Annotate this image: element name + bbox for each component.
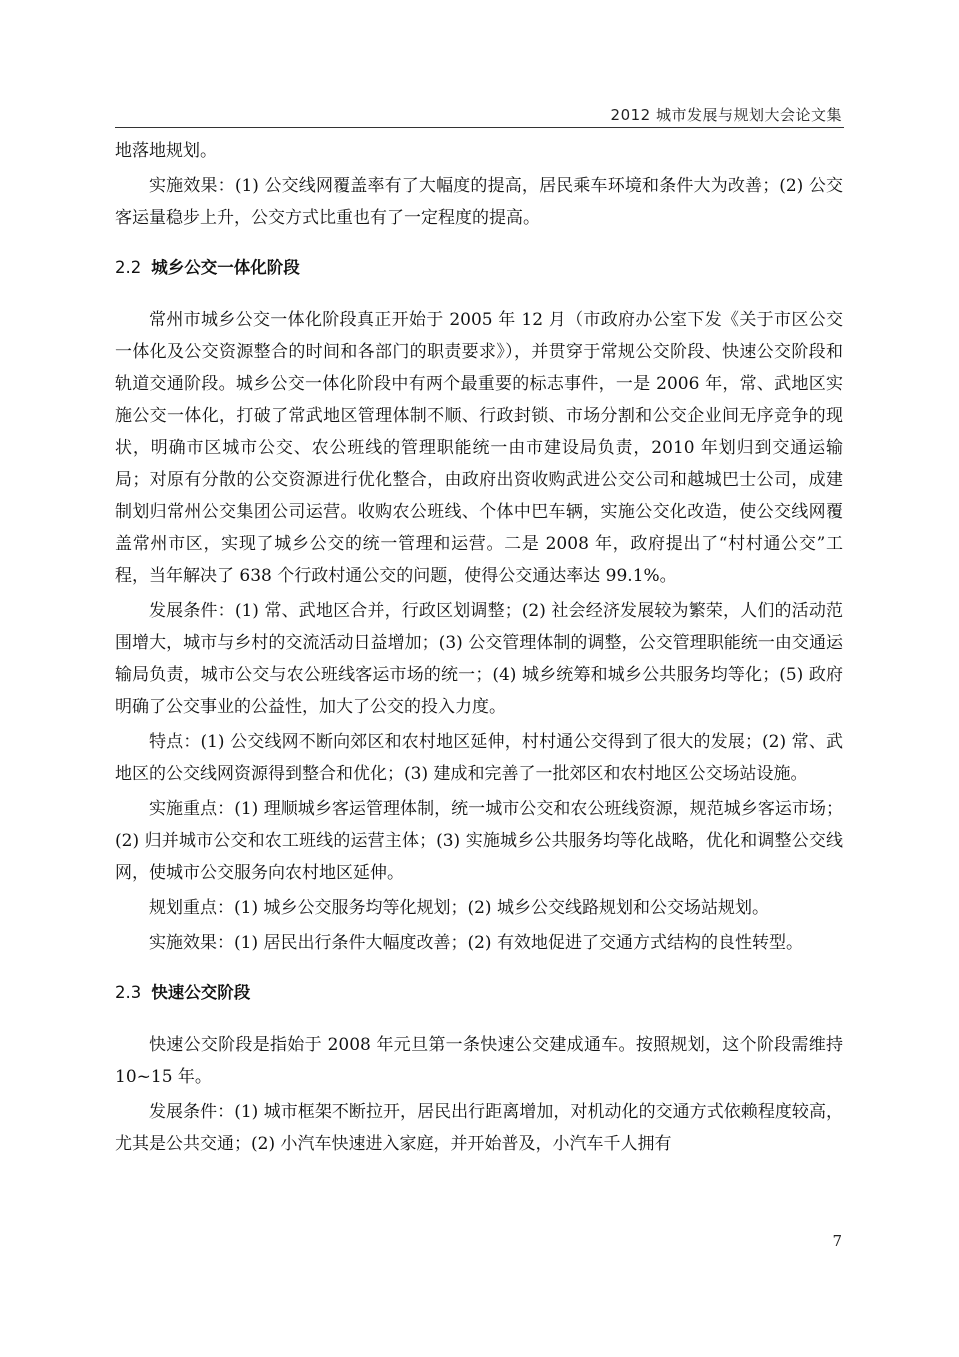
paragraph: 常州市城乡公交一体化阶段真正开始于 2005 年 12 月（市政府办公室下发《关于市区公交一体化及公交资源整合的时间和各部门的职责要求》），并贯穿于常规公交阶段、快速公交阶段和轨道交通阶段。城乡公交一体化阶段中有两个最重要的标志事件，一是 2006 年，常、武地区实施公交一体化，打破了常武地区管理体制不顺、行政封锁、市场分割和公交企业间无序竞争的现状，明确市区城市公交、农公班线的管理职能统一由市建设局负责，2010 年划归到交通运输局；对原有分散的公交资源进行优化整合，由政府出资收购武进公交公司和越城巴士公司，成建制划归常州公交集团公司运营。收购农公班线、个体中巴车辆，实施公交化改造，使公交线网覆盖常州市区，实现了城乡公交的统一管理和运营。二是 2008 年，政府提出了“村村通公交”工程，当年解决了 638 个行政村通公交的问题，使得公交通达率达 99.1%。 bbox=[115, 310, 843, 586]
section-number: 2.3 bbox=[115, 983, 142, 1002]
page-body bbox=[115, 135, 843, 1163]
paragraph: 实施效果：(1) 居民出行条件大幅度改善；(2) 有效地促进了交通方式结构的良性转型。 bbox=[149, 933, 803, 953]
paragraph: 地落地规划。 bbox=[115, 141, 217, 161]
paragraph: 发展条件：(1) 城市框架不断拉开，居民出行距离增加，对机动化的交通方式依赖程度较高，尤其是公共交通；(2) 小汽车快速进入家庭，并开始普及，小汽车千人拥有 bbox=[115, 1102, 843, 1154]
paragraph: 快速公交阶段是指始于 2008 年元旦第一条快速公交建成通车。按照规划，这个阶段需维持 10~15 年。 bbox=[115, 1035, 843, 1087]
paragraph: 规划重点：(1) 城乡公交服务均等化规划；(2) 城乡公交线路规划和公交场站规划。 bbox=[149, 898, 769, 918]
paragraph: 发展条件：(1) 常、武地区合并，行政区划调整；(2) 社会经济发展较为繁荣，人们的活动范围增大，城市与乡村的交流活动日益增加；(3) 公交管理体制的调整，公交管理职能统一由交通运输局负责，城市公交与农公班线客运市场的统一；(4) 城乡统筹和城乡公共服务均等化；(5) 政府明确了公交事业的公益性，加大了公交的投入力度。 bbox=[115, 601, 843, 717]
page-header bbox=[0, 0, 959, 130]
header-rule bbox=[115, 127, 844, 128]
section-heading bbox=[115, 256, 843, 280]
page-number: 7 bbox=[832, 1232, 842, 1250]
section-heading bbox=[115, 981, 843, 1005]
section-title: 快速公交阶段 bbox=[151, 983, 251, 1002]
paragraph: 实施重点：(1) 理顺城乡客运管理体制，统一城市公交和农公班线资源，规范城乡客运市场；(2) 归并城市公交和农工班线的运营主体；(3) 实施城乡公共服务均等化战略，优化和调整公交线网，使城市公交服务向农村地区延伸。 bbox=[115, 799, 843, 883]
section-number: 2.2 bbox=[115, 258, 142, 277]
section-title: 城乡公交一体化阶段 bbox=[151, 258, 300, 277]
paragraph: 实施效果：(1) 公交线网覆盖率有了大幅度的提高，居民乘车环境和条件大为改善；(2) 公交客运量稳步上升，公交方式比重也有了一定程度的提高。 bbox=[115, 176, 843, 228]
running-header-title: 2012 城市发展与规划大会论文集 bbox=[610, 106, 842, 124]
paragraph: 特点：(1) 公交线网不断向郊区和农村地区延伸，村村通公交得到了很大的发展；(2) 常、武地区的公交线网资源得到整合和优化；(3) 建成和完善了一批郊区和农村地区公交场站设施。 bbox=[115, 732, 843, 784]
